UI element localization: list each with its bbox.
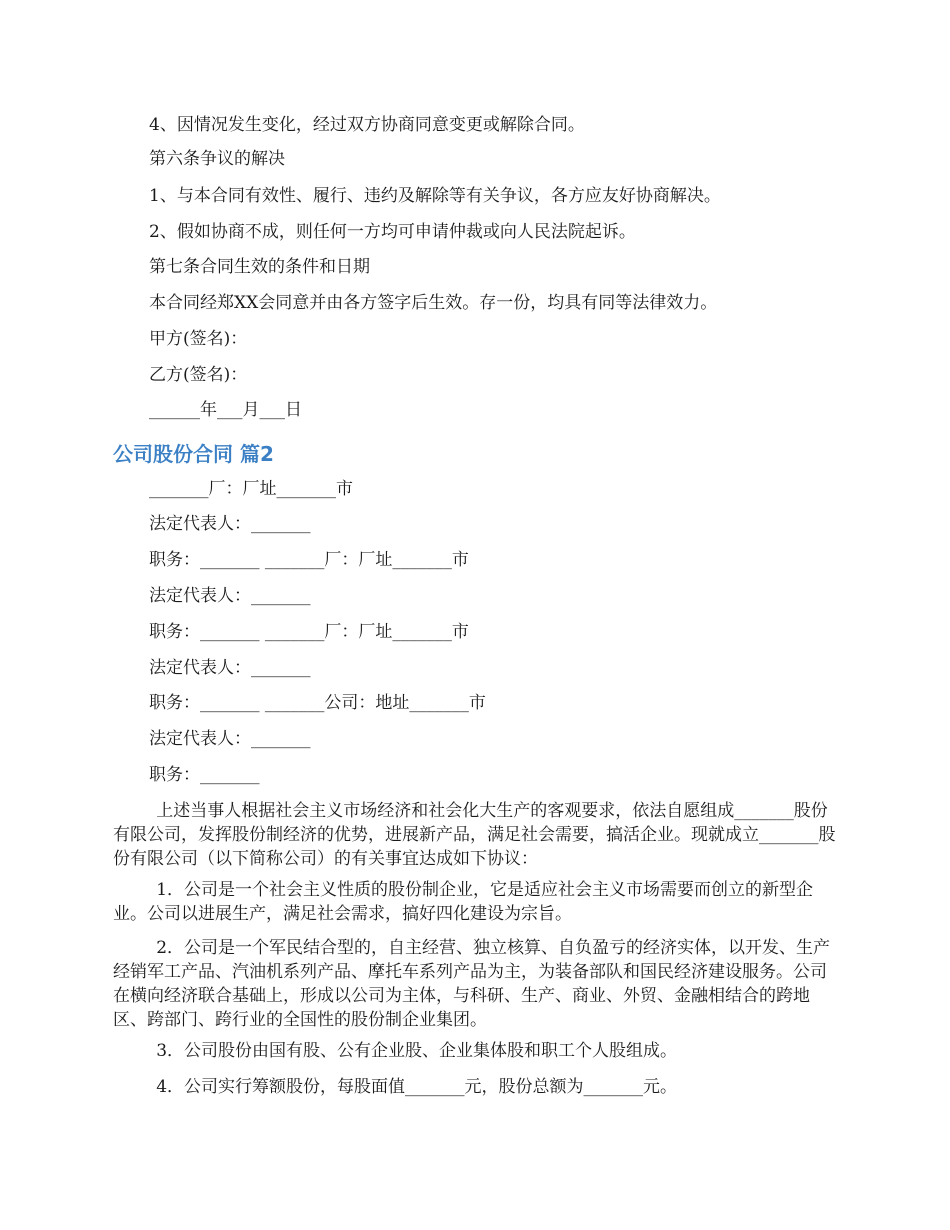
party-a-signature: 甲方(签名)： bbox=[149, 329, 248, 349]
party-line: 职务：_______ _______公司：地址_______市 bbox=[149, 693, 486, 713]
section-heading: 公司股份合同 篇2 bbox=[113, 442, 274, 466]
clause-text: 4、因情况发生变化，经过双方协商同意变更或解除合同。 bbox=[149, 115, 585, 135]
legal-rep-line: 法定代表人：_______ bbox=[149, 658, 311, 678]
party-line: _______厂：厂址_______市 bbox=[149, 479, 353, 499]
clause-paragraph: 2．公司是一个军民结合型的，自主经营、独立核算、自负盈亏的经济实体，以开发、生产经销军工产品、汽油机系列产品、摩托车系列产品为主，为装备部队和国民经济建设服务。公司在横向经济联合基础上，形成以公司为主体，与科研、生产、商业、外贸、金融相结合的跨地区、跨部门、跨行业的全国性的股份制企业集团。 bbox=[113, 938, 831, 1030]
legal-rep-line: 法定代表人：_______ bbox=[149, 729, 311, 749]
party-line: 职务：_______ _______厂：厂址_______市 bbox=[149, 622, 469, 642]
clause-paragraph: 1．公司是一个社会主义性质的股份制企业，它是适应社会主义市场需要而创立的新型企业。公司以进展生产，满足社会需求，搞好四化建设为宗旨。 bbox=[113, 880, 814, 924]
clause-text: 本合同经郑XX会同意并由各方签字后生效。存一份，均具有同等法律效力。 bbox=[149, 293, 718, 313]
date-line: ______年___月___日 bbox=[149, 400, 302, 420]
position-line: 职务：_______ bbox=[149, 765, 260, 785]
legal-rep-line: 法定代表人：_______ bbox=[149, 586, 311, 606]
clause-paragraph: 3．公司股份由国有股、公有企业股、企业集体股和职工个人股组成。 bbox=[113, 1041, 678, 1061]
party-line: 职务：_______ _______厂：厂址_______市 bbox=[149, 550, 469, 570]
clause-paragraph: 4．公司实行筹额股份，每股面值_______元，股份总额为_______元。 bbox=[113, 1077, 678, 1097]
article-title: 第六条争议的解决 bbox=[149, 149, 285, 169]
article-title: 第七条合同生效的条件和日期 bbox=[149, 257, 370, 277]
clause-text: 2、假如协商不成，则任何一方均可申请仲裁或向人民法院起诉。 bbox=[149, 222, 636, 242]
legal-rep-line: 法定代表人：_______ bbox=[149, 514, 311, 534]
preamble-paragraph: 上述当事人根据社会主义市场经济和社会化大生产的客观要求，依法自愿组成_______股份有限公司，发挥股份制经济的优势，进展新产品，满足社会需要，搞活企业。现就成立_______股份有限公司（以下简称公司）的有关事宜达成如下协议： bbox=[113, 801, 836, 869]
party-b-signature: 乙方(签名)： bbox=[149, 365, 248, 385]
clause-text: 1、与本合同有效性、履行、违约及解除等有关争议，各方应友好协商解决。 bbox=[149, 186, 721, 206]
